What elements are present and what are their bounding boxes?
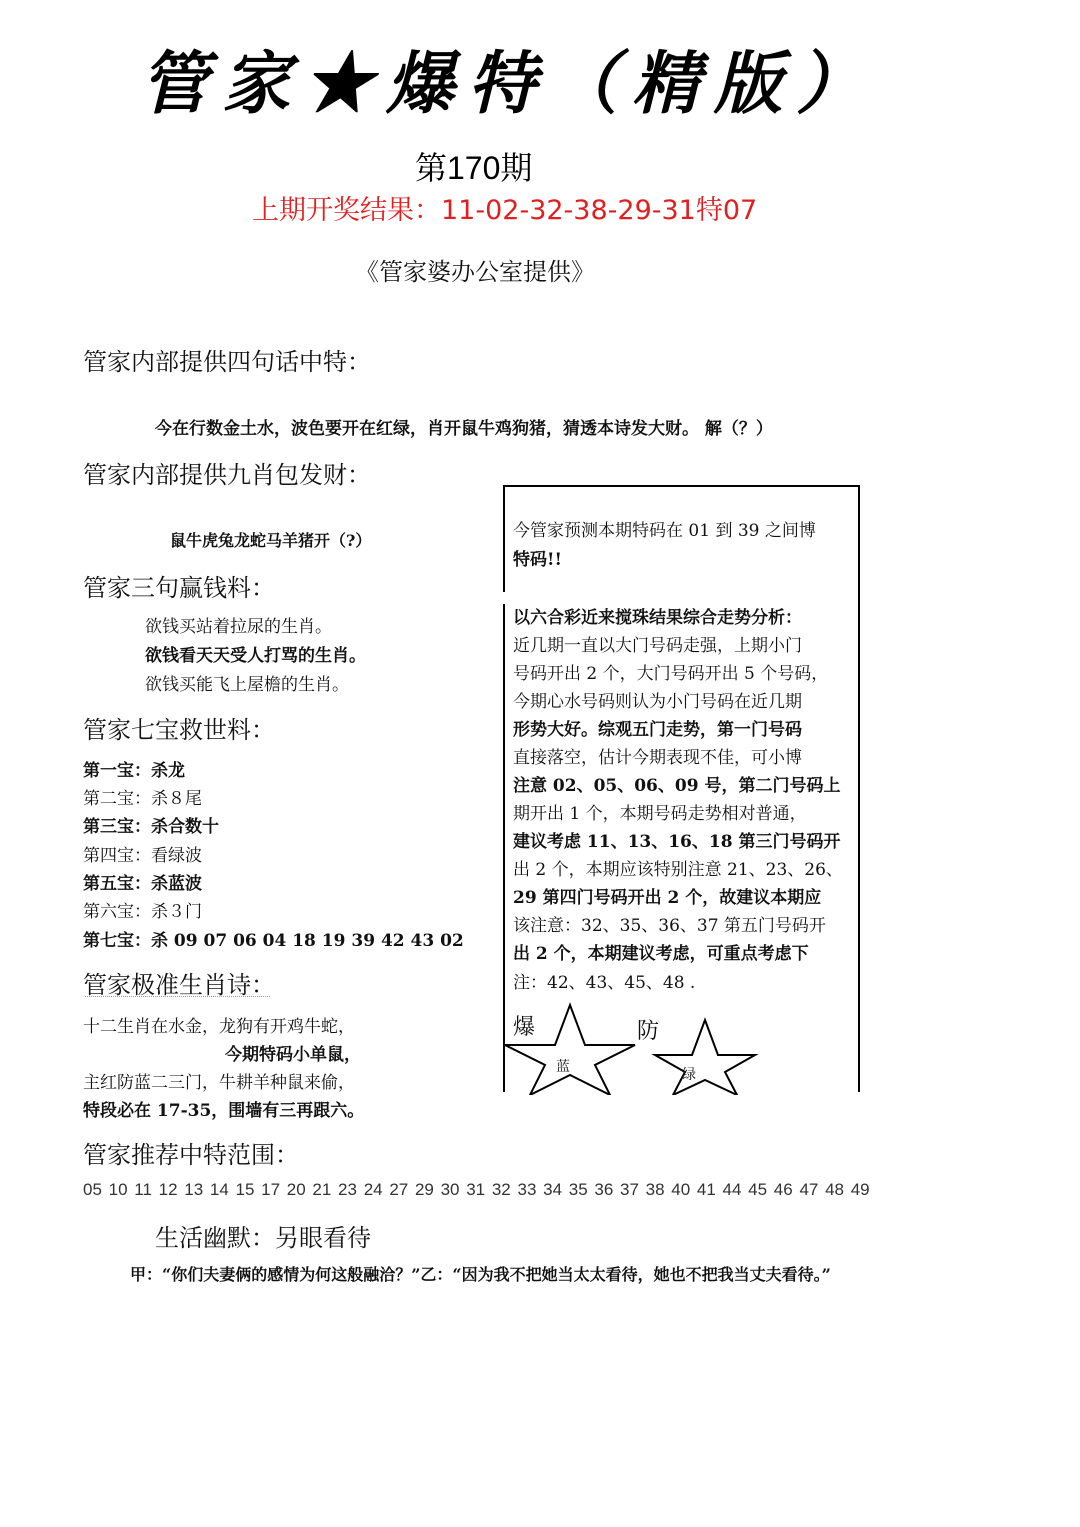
section-four-lines-heading: 管家内部提供四句话中特： [83, 348, 371, 376]
box-analysis-line: 出 2 个，本期建议考虑，可重点考虑下 [513, 944, 809, 964]
star-inner-green: 绿 [682, 1067, 696, 1083]
poem-line: 主红防蓝二三门，牛耕羊种鼠来偷， [83, 1073, 355, 1093]
section-nine-zodiac-text: 鼠牛虎兔龙蛇马羊猪开（?） [170, 531, 372, 550]
treasure-item: 第六宝：杀３门 [83, 902, 202, 922]
box-intro-line: 今管家预测本期特码在 01 到 39 之间博 [513, 521, 816, 541]
treasure-item: 第四宝：看绿波 [83, 846, 202, 866]
treasure-item: 第二宝：杀８尾 [83, 789, 202, 809]
box-analysis-line: 今期心水号码则认为小门号码在近几期 [513, 692, 802, 712]
box-analysis-line: 形势大好。综观五门走势，第一门号码 [513, 720, 802, 740]
three-lines-item: 欲钱看天天受人打骂的生肖。 [145, 646, 366, 666]
section-four-lines-text: 今在行数金土水，波色要开在红绿，肖开鼠牛鸡狗猪，猜透本诗发大财。 解（？） [155, 419, 773, 439]
box-analysis-line: 近几期一直以大门号码走强，上期小门 [513, 636, 802, 656]
humor-text: 甲：“你们夫妻俩的感情为何这般融洽？”乙：“因为我不把她当太太看待，她也不把我当丈夫看待。” [130, 1265, 831, 1284]
star-label-guard: 防 [637, 1019, 660, 1044]
heading-underline [85, 996, 270, 997]
section-three-lines-heading: 管家三句赢钱料： [83, 574, 275, 602]
star-icons [505, 1000, 765, 1095]
box-gap [503, 592, 507, 604]
star-outline-icon [655, 1020, 755, 1095]
box-analysis-line: 建议考虑 11、13、16、18 第三门号码开 [513, 832, 841, 852]
three-lines-item: 欲钱买站着拉尿的生肖。 [145, 617, 332, 637]
box-analysis-line: 直接落空，估计今期表现不佳，可小博 [513, 748, 802, 768]
poem-line: 十二生肖在水金，龙狗有开鸡牛蛇， [83, 1017, 355, 1037]
poem-line: 特段必在 17-35，围墙有三再跟六。 [83, 1101, 365, 1121]
section-range-heading: 管家推荐中特范围： [83, 1141, 299, 1169]
treasure-item: 第三宝：杀合数十 [83, 817, 219, 837]
box-analysis-line: 该注意：32、35、36、37 第五门号码开 [513, 916, 826, 936]
box-analysis-line: 出 2 个，本期应该特别注意 21、23、26、 [513, 860, 843, 880]
provider-credit: 《管家婆办公室提供》 [355, 258, 595, 286]
box-analysis-line: 注：42、43、45、48 . [513, 973, 696, 993]
three-lines-item: 欲钱买能飞上屋檐的生肖。 [145, 675, 349, 695]
star-inner-blue: 蓝 [556, 1059, 570, 1075]
star-label-explode: 爆 [513, 1015, 536, 1040]
treasure-item: 第一宝：杀龙 [83, 761, 185, 781]
issue-number: 第170期 [415, 150, 533, 186]
box-analysis-line: 以六合彩近来搅珠结果综合走势分析： [513, 608, 802, 628]
section-zodiac-poem-heading: 管家极准生肖诗： [83, 971, 275, 999]
treasure-item: 第七宝：杀 09 07 06 04 18 19 39 42 43 02 [83, 931, 464, 951]
box-analysis-line: 期开出 1 个，本期号码走势相对普通， [513, 804, 807, 824]
box-analysis-line: 号码开出 2 个，大门号码开出 5 个号码， [513, 664, 829, 684]
last-result: 上期开奖结果：11-02-32-38-29-31特07 [252, 195, 758, 226]
box-analysis-line: 29 第四门号码开出 2 个，故建议本期应 [513, 888, 822, 908]
section-nine-zodiac-heading: 管家内部提供九肖包发财： [83, 461, 371, 489]
treasure-item: 第五宝：杀蓝波 [83, 874, 202, 894]
page-title: 管家★爆特（精版） [140, 44, 879, 124]
box-intro-line: 特码!! [513, 550, 562, 570]
poem-line: 今期特码小单鼠， [225, 1045, 361, 1065]
box-analysis-line: 注意 02、05、06、09 号，第二门号码上 [513, 776, 841, 796]
section-seven-treasures-heading: 管家七宝救世料： [83, 716, 275, 744]
humor-title: 生活幽默：另眼看待 [155, 1224, 371, 1252]
range-numbers: 05 10 11 12 13 14 15 17 20 21 23 24 27 29 30 31 32 33 34 35 36 37 38 40 41 44 45 46 47 48 49 [83, 1180, 870, 1199]
